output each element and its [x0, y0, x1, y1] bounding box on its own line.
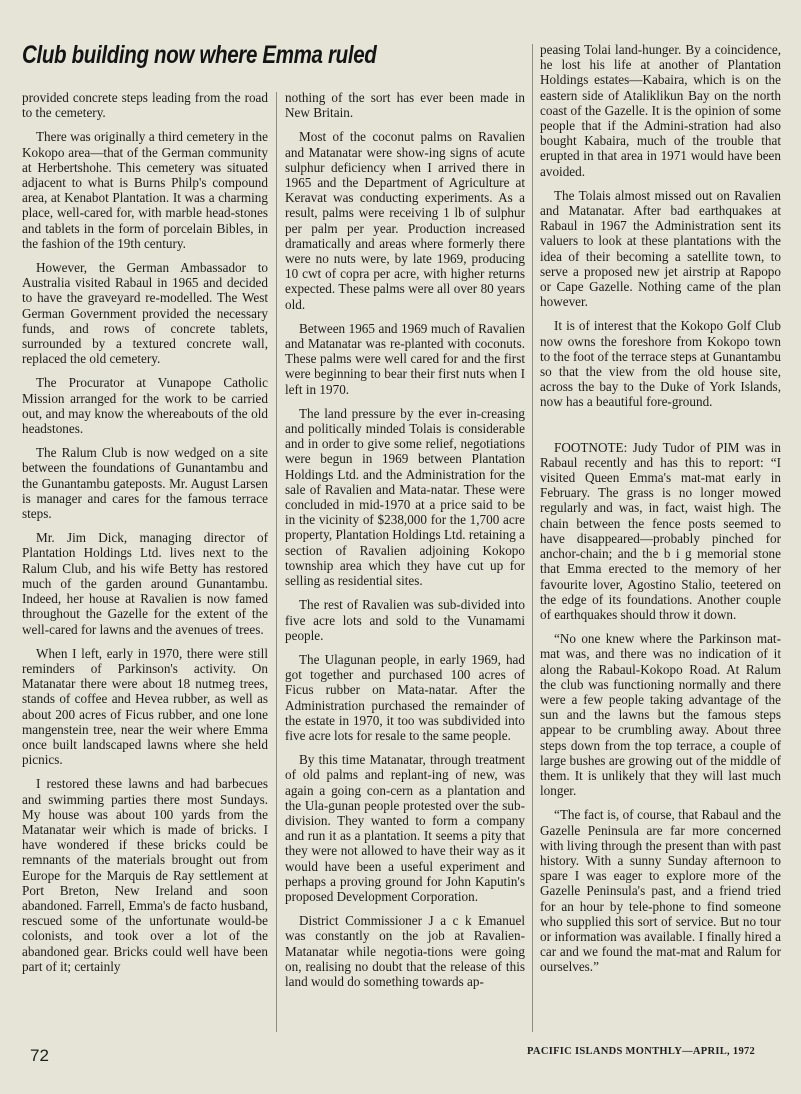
- paragraph: peasing Tolai land-hunger. By a coincidence, he lost his life at another of Plantation Holdings estates—Kabaira, which is on the eastern side of Ataliklikun Bay on the north coast of the Gazelle. It is the opinion of some people that if the Admini-stration had also bought Kabaira, much of the trouble that erupted in that area in 1971 would have been avoided.: [540, 42, 781, 179]
- footnote-paragraph: FOOTNOTE: Judy Tudor of PIM was in Rabaul recently and has this to report: “I visited Queen Emma's mat-mat early in February. The grass is no longer mowed regularly and was, in fact, waist high. The chain between the fence posts seemed to have disappeared—probably pinched for anchor-chain; and the b i g memorial stone that Emma erected to the memory of her favourite lover, Agostino Stalio, teetered on the edge of its foundations. Another couple of earthquakes should throw it down.: [540, 439, 781, 622]
- paragraph: By this time Matanatar, through treatment of old palms and replant-ing of new, was again a going con-cern as a plantation and the Ula-gunan people protested over the sub-division. They wanted to form a company and run it as a plantation. It seems a pity that they were not allowed to have their way as it would have been a useful experiment and perhaps a proving ground for John Kaputin's proposed Development Corporation.: [285, 752, 525, 904]
- paragraph: The Ralum Club is now wedged on a site between the foundations of Gunantambu and the Gunantambu gateposts. Mr. August Larsen is manager and cares for the famous terrace steps.: [22, 445, 268, 522]
- paragraph: When I left, early in 1970, there were still reminders of Parkinson's activity. On Matanatar there were about 18 nutmeg trees, stands of coffee and Hevea rubber, as well as about 200 acres of Ficus rubber, and one lone mangenstein tree, near the weir where Emma once built landscaped lawns where she held picnics.: [22, 645, 268, 768]
- article-column-1: [22, 90, 268, 983]
- paragraph: The Procurator at Vunapope Catholic Mission arranged for the work to be carried out, and may know the whereabouts of the old headstones.: [22, 375, 268, 437]
- paragraph: Mr. Jim Dick, managing director of Plantation Holdings Ltd. lives next to the Ralum Club, and his wife Betty has restored much of the garden around Gunantambu. Indeed, her house at Ravalien is now famed throughout the Gazelle for the extent of the well-cared for lawns and the avenues of trees.: [22, 530, 268, 637]
- paragraph: “No one knew where the Parkinson mat-mat was, and there was no indication of it along the Rabaul-Kokopo Road. At Ralum the club was functioning normally and there were a few people taking advantage of the sun and the lawns but the famous steps appear to be crumbling away. About three steps down from the top terrace, a couple of large bushes are growing out of the middle of them. It is unlikely that they will last much longer.: [540, 631, 781, 799]
- column-divider: [276, 92, 277, 1032]
- paragraph: Most of the coconut palms on Ravalien and Matanatar were show-ing signs of acute sulphur deficiency when I arrived there in 1965 and the Department of Agriculture at Keravat was conducting experiments. As a result, palms were receiving 1 lb of sulphur per palm per year. Production increased dramatically and areas where formerly there were no nuts were, by late 1969, producing 10 cwt of copra per acre, with higher returns expected. These palms were all over 80 years old.: [285, 129, 525, 312]
- paragraph: However, the German Ambassador to Australia visited Rabaul in 1965 and decided to have the graveyard re-modelled. The West German Government provided the necessary funds, and rows of concrete tablets, surrounded by a textured concrete wall, replaced the old cemetery.: [22, 260, 268, 367]
- paragraph: There was originally a third cemetery in the Kokopo area—that of the German community at Herbertshohe. This cemetery was situated adjacent to what is Burns Philp's compound area, at Kenabot Plantation. It was a charming place, well-cared for, with marble head-stones and tablets in the form of porcelain Bibles, in the fashion of the 19th century.: [22, 129, 268, 251]
- paragraph: nothing of the sort has ever been made in New Britain.: [285, 90, 525, 121]
- paragraph: The rest of Ravalien was sub-divided into five acre lots and sold to the Vunamami people.: [285, 597, 525, 643]
- paragraph: “The fact is, of course, that Rabaul and the Gazelle Peninsula are far more concerned with living through the present than with past history. With a sunny Sunday afternoon to spare I was eager to explore more of the Gazelle Peninsula's past, and a friend tried for an hour by tele-phone to find someone who supplied this sort of service. But no tour or information was available. I finally hired a car and we found the mat-mat and Ralum for ourselves.”: [540, 807, 781, 975]
- page-number: 72: [30, 1046, 49, 1065]
- paragraph: District Commissioner J a c k Emanuel was constantly on the job at Ravalien-Matanatar while negotia-tions were going on, realising no doubt that the release of this land would do something towards ap-: [285, 913, 525, 989]
- article-column-3: [540, 42, 781, 984]
- paragraph: Between 1965 and 1969 much of Ravalien and Matanatar was re-planted with coconuts. These palms were well cared for and the first were beginning to bear their first nuts when I left in 1970.: [285, 320, 525, 397]
- paragraph: I restored these lawns and had barbecues and swimming parties there most Sundays. My house was about 100 yards from the Matanatar weir which is made of bricks. I have wondered if these bricks could be remnants of the materials brought out from Europe for the Marquis de Ray settlement at Port Breton, New Ireland and soon abandoned. Farrell, Emma's de facto husband, rescued some of the unfortunate would-be colonists, and took over a lot of the abandoned gear. Bricks could well have been part of it; certainly: [22, 776, 268, 974]
- column-divider: [532, 44, 533, 1032]
- paragraph: The Ulagunan people, in early 1969, had got together and purchased 100 acres of Ficus rubber on Mata-natar. After the Administration purchased the remainder of the estate in 1970, it too was subdivided into five acre lots for resale to the same people.: [285, 651, 525, 743]
- headline: Club building now where Emma ruled: [22, 41, 377, 69]
- article-column-2: [285, 90, 525, 998]
- paragraph: The land pressure by the ever in-creasing and politically minded Tolais is considerable and in order to give some relief, negotiations were begun in 1969 between Plantation Holdings Ltd. and the Administration for the sale of Ravalien and Mata-natar. These were concluded in mid-1970 at a price said to be in the vicinity of $238,000 for the 1,700 acre property, Plantation Holdings Ltd. retaining a section of Ravalien adjoining Kokopo township area which they have cut up for selling as residential sites.: [285, 405, 525, 589]
- publication-footer: PACIFIC ISLANDS MONTHLY—APRIL, 1972: [527, 1046, 756, 1057]
- paragraph: It is of interest that the Kokopo Golf Club now owns the foreshore from Kokopo town to the foot of the terrace steps at Gunantambu so that the view from the old house site, across the bay to the Duke of York Islands, now has a beautiful fore-ground.: [540, 318, 781, 410]
- paragraph: The Tolais almost missed out on Ravalien and Matanatar. After bad earthquakes at Rabaul in 1967 the Administration sent its valuers to look at these plantations with the idea of their becoming a satellite town, to serve a proposed new jet airstrip at Rapopo or Cape Gazelle. Nothing came of the plan however.: [540, 187, 781, 310]
- paragraph: provided concrete steps leading from the road to the cemetery.: [22, 90, 268, 121]
